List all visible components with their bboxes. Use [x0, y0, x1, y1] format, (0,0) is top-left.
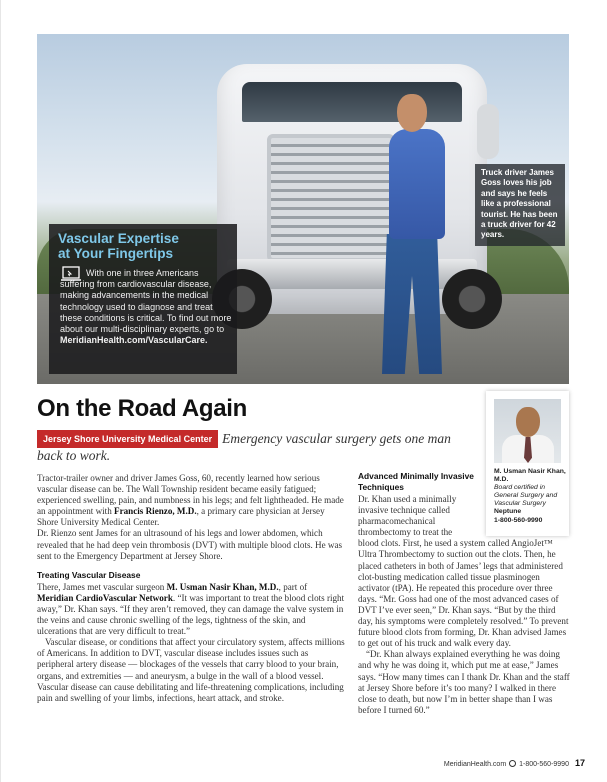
- network-name: Meridian CardioVascular Network: [37, 592, 173, 603]
- subhead-treating: Treating Vascular Disease: [37, 569, 141, 580]
- paragraph-2: Dr. Rienzo sent James for an ultrasound of his legs and lower abdomen, which revealed that he had deep vein thrombosis (DVT) with multiple blood clots. He was sent to the Emergency Department at Jersey Shore.: [37, 528, 343, 561]
- truck-grille: [267, 134, 395, 262]
- overlay-body: With one in three Americans suffering from cardiovascular disease, making advancements in the medical technology used to diagnose and treat these conditions is critical. To find out more about our multi-disciplinary experts, go to: [60, 268, 232, 335]
- doctor-location: Neptune: [494, 508, 522, 516]
- overlay-title: Vascular Expertise at Your Fingertips: [58, 231, 179, 261]
- subhead-techniques: Advanced Minimally Invasive Techniques: [358, 471, 474, 492]
- overlay-text: [60, 268, 232, 346]
- footer-phone[interactable]: 1-800-560-9990: [519, 761, 569, 768]
- doctor-phone[interactable]: 1-800-560-9990: [494, 516, 543, 524]
- doctor-credentials: Board certified in General Surgery and Vascular Surgery: [494, 484, 558, 508]
- p3-text-mid: , part of: [278, 581, 308, 592]
- p3-text: There, James met vascular surgeon: [37, 581, 167, 592]
- doctor-photo: [494, 399, 561, 463]
- man-head: [397, 94, 427, 132]
- left-column: [37, 473, 345, 704]
- deck-text: Emergency vascular surgery gets one man back to work.: [37, 431, 451, 463]
- physician-name: Francis Rienzo, M.D.: [114, 506, 197, 517]
- footer-site[interactable]: MeridianHealth.com: [443, 761, 507, 768]
- paragraph-6: “Dr. Khan always explained everything he was doing and why he was doing it, which put me at ease,” James says. “How many times can I thank Dr. Khan and the staff at Jersey Shore before it’s too many? I walked in there close to death, but now I’m in better shape than I was before I turned 60.”: [358, 649, 570, 715]
- p3-text-end: . “It was important to treat the blood clots right away,” Dr. Khan says. “If they aren’t removed, they can damage the valve system in the veins and cause chronic swelling of the legs, tightness of the skin, and ulcerations that are very difficult to treat.”: [37, 592, 345, 637]
- p1-text: Tractor-trailer owner and driver James Goss, 60, recently learned how serious vascular disease can be. The Wall Township resident became easily fatigued; experienced swelling, pain, and numbness in his legs; and felt lightheaded. He made an appointment with: [37, 473, 344, 517]
- phone-dot-icon: [509, 760, 516, 767]
- truck-mirror: [477, 104, 499, 159]
- truck-wheel-right: [442, 269, 502, 329]
- page-number: 17: [574, 758, 585, 768]
- truck-windshield: [242, 82, 462, 122]
- article-headline: On the Road Again: [37, 395, 248, 422]
- doctor-card: [486, 391, 569, 536]
- doctor-head: [516, 407, 540, 437]
- photo-caption: Truck driver James Goss loves his job and says he feels like a professional tourist. He has been a truck driver for 42 years.: [475, 164, 565, 246]
- man-torso: [389, 129, 445, 239]
- doctor-info: [494, 468, 566, 525]
- vascular-care-link[interactable]: MeridianHealth.com/VascularCare.: [60, 335, 208, 346]
- surgeon-name: M. Usman Nasir Khan, M.D.: [166, 581, 279, 592]
- paragraph-5-start: Dr. Khan used a minimally invasive technique called pharmacomechanical thrombectomy to treat the: [358, 494, 457, 538]
- page-footer: [444, 758, 585, 768]
- paragraph-3: [37, 582, 345, 637]
- hospital-badge: Jersey Shore University Medical Center: [37, 430, 218, 448]
- doctor-name: M. Usman Nasir Khan, M.D.: [494, 468, 566, 484]
- p1-text-end: , a primary care physician at Jersey Shore University Medical Center.: [37, 506, 325, 528]
- paragraph-5: blood clots. First, he used a system called AngioJet™ Ultra Thrombectomy to suction out the clots. Then, he placed catheters in both of James’ legs that administered clot-busting medication called tissue plasminogen activator (tPA). He repeated this procedure over three days. “Mr. Goss had one of the most advanced cases of DVT I’ve ever seen,” Dr. Khan says. “But by the third day, his symptoms were completely resolved.” To prevent future blood clots from forming, Dr. Khan advised James to get out of his truck and walk every day.: [358, 538, 569, 649]
- paragraph-4: Vascular disease, or conditions that affect your circulatory system, affects millions of Americans. In addition to DVT, vascular disease includes issues such as peripheral artery disease — blockages of the vessels that carry blood to your brain, organs, and extremities — and aneurysm, a bulge in the wall of a blood vessel. Vascular disease can cause debilitating and life-threatening complications, including pain and swelling of your limbs, infections, heart attack, and stroke.: [37, 637, 345, 703]
- paragraph-1: [37, 473, 345, 528]
- vascular-expertise-box: [49, 224, 237, 374]
- article-deck: [37, 430, 477, 464]
